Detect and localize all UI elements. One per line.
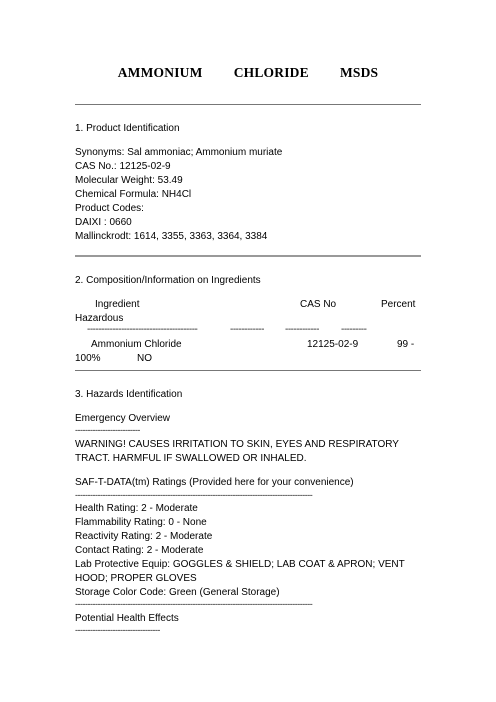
lab-protective-equip-line-cont: HOOD; PROPER GLOVES — [75, 573, 197, 584]
lab-protective-equip-line: Lab Protective Equip: GOGGLES & SHIELD; LAB COAT & APRON; VENT — [75, 559, 405, 570]
section-2-heading: 2. Composition/Information on Ingredients — [75, 275, 261, 286]
percent-column-header: Percent — [381, 299, 416, 310]
ingredient-cell: Ammonium Chloride — [91, 339, 182, 350]
table-dash-rule: --------------------------------------- — [87, 324, 198, 335]
reactivity-rating-line: Reactivity Rating: 2 - Moderate — [75, 531, 213, 542]
table-dash-rule: ------------ — [230, 324, 264, 335]
warning-line-1: WARNING! CAUSES IRRITATION TO SKIN, EYES AND RESPIRATORY — [75, 439, 399, 450]
chemical-formula-line: Chemical Formula: NH4Cl — [75, 189, 192, 200]
mallinckrodt-code-line: Mallinckrodt: 1614, 3355, 3363, 3364, 3384 — [75, 231, 268, 242]
document-title: AMMONIUM CHLORIDE MSDS — [117, 65, 379, 80]
section-divider — [75, 255, 421, 257]
storage-dash-rule: ----------------------------------------------------------------------------------------------- — [75, 599, 313, 609]
ingredient-column-header: Ingredient — [95, 299, 140, 310]
potential-dash-rule: ---------------------------------- — [75, 625, 160, 635]
potential-health-effects-label: Potential Health Effects — [75, 613, 179, 624]
hazardous-column-header: Hazardous — [75, 313, 124, 324]
daixi-code-line: DAIXI : 0660 — [75, 217, 132, 228]
percent-cell: 99 - — [397, 339, 415, 350]
synonyms-line: Synonyms: Sal ammoniac; Ammonium muriate — [75, 147, 283, 158]
molecular-weight-line: Molecular Weight: 53.49 — [75, 175, 183, 186]
flammability-rating-line: Flammability Rating: 0 - None — [75, 517, 207, 528]
table-dash-rule: --------- — [341, 324, 367, 335]
section-divider — [75, 104, 421, 105]
saf-dash-rule: ----------------------------------------------------------------------------------------------- — [75, 490, 313, 500]
section-3-heading: 3. Hazards Identification — [75, 389, 183, 400]
emergency-dash-rule: -------------------------- — [75, 425, 140, 435]
cas-column-header: CAS No — [300, 299, 337, 310]
section-1-heading: 1. Product Identification — [75, 123, 180, 134]
storage-color-code-line: Storage Color Code: Green (General Storage) — [75, 587, 280, 598]
percent-cell-cont: 100% — [75, 353, 101, 364]
contact-rating-line: Contact Rating: 2 - Moderate — [75, 545, 204, 556]
saf-t-data-heading: SAF-T-DATA(tm) Ratings (Provided here for your convenience) — [75, 477, 354, 488]
section-divider — [75, 370, 421, 371]
warning-line-2: TRACT. HARMFUL IF SWALLOWED OR INHALED. — [75, 453, 307, 464]
cas-cell: 12125-02-9 — [307, 339, 359, 350]
cas-number-line: CAS No.: 12125-02-9 — [75, 161, 171, 172]
health-rating-line: Health Rating: 2 - Moderate — [75, 503, 198, 514]
hazardous-cell: NO — [137, 353, 152, 364]
product-codes-line: Product Codes: — [75, 203, 144, 214]
table-dash-rule: ------------ — [285, 324, 319, 335]
emergency-overview-label: Emergency Overview — [75, 413, 171, 424]
